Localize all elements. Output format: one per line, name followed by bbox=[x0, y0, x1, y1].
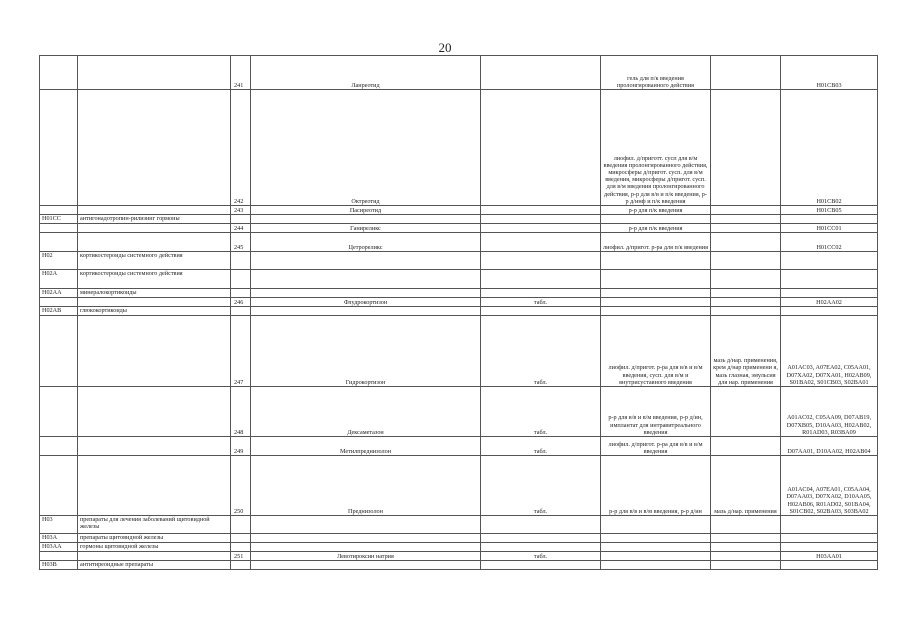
dosage-form-parenteral bbox=[601, 270, 711, 289]
table-row bbox=[40, 437, 878, 456]
row-number bbox=[231, 561, 251, 570]
table-row bbox=[40, 289, 878, 298]
atc-group-code: H03B bbox=[40, 561, 78, 570]
dosage-form-external bbox=[711, 206, 781, 215]
dosage-form-external bbox=[711, 516, 781, 534]
dosage-form-external bbox=[711, 561, 781, 570]
page-number: 20 bbox=[438, 40, 452, 55]
dosage-form-oral bbox=[481, 561, 601, 570]
dosage-form-parenteral: р-р для п/к введения bbox=[601, 224, 711, 233]
table-row bbox=[40, 90, 878, 206]
atc-group-code: H03A bbox=[40, 534, 78, 543]
atc-codes: H01CB02 bbox=[781, 90, 878, 206]
atc-group-name bbox=[78, 387, 231, 437]
atc-codes bbox=[781, 543, 878, 552]
atc-group-code: H02AA bbox=[40, 289, 78, 298]
drug-name bbox=[251, 307, 481, 316]
dosage-form-parenteral bbox=[601, 552, 711, 561]
atc-group-name: кортикостероиды системного действия bbox=[78, 270, 231, 289]
atc-group-code bbox=[40, 552, 78, 561]
row-number bbox=[231, 270, 251, 289]
table-row bbox=[40, 215, 878, 224]
drug-name: Левотироксин натрия bbox=[251, 552, 481, 561]
atc-group-code: H01CC bbox=[40, 215, 78, 224]
dosage-form-oral bbox=[481, 289, 601, 298]
table-row bbox=[40, 316, 878, 387]
table-row bbox=[40, 387, 878, 437]
dosage-form-parenteral bbox=[601, 215, 711, 224]
table-row bbox=[40, 307, 878, 316]
dosage-form-parenteral: лиофил. д/приготт. сусп для в/м введения пролонгированного действия, микросферы д/пригот. сусп. для в/м введения, микросферы д/пригот. сусп. для в/м введения пролонгированного действия, р-р для в/в и п/к введения, р-р д/инф и п/к введения bbox=[601, 90, 711, 206]
atc-group-code: H02 bbox=[40, 252, 78, 270]
atc-group-code: H03AA bbox=[40, 543, 78, 552]
drug-name bbox=[251, 534, 481, 543]
dosage-form-parenteral: лиофил. д/пригот. р-ра для п/к введения bbox=[601, 233, 711, 252]
atc-group-name bbox=[78, 456, 231, 516]
dosage-form-parenteral bbox=[601, 534, 711, 543]
dosage-form-external: мазь д/нар. применения, крем д/нар применени я, мазь глазная, эмульсия для нар. применения bbox=[711, 316, 781, 387]
atc-group-code bbox=[40, 437, 78, 456]
atc-group-code: H02A bbox=[40, 270, 78, 289]
table-row bbox=[40, 224, 878, 233]
drug-name bbox=[251, 252, 481, 270]
dosage-form-external bbox=[711, 289, 781, 298]
dosage-form-oral bbox=[481, 233, 601, 252]
dosage-form-external bbox=[711, 233, 781, 252]
dosage-form-parenteral bbox=[601, 298, 711, 307]
table-row bbox=[40, 456, 878, 516]
dosage-form-parenteral bbox=[601, 561, 711, 570]
dosage-form-parenteral: лиофил. д/пригот. р-ра для в/в и в/м введения bbox=[601, 437, 711, 456]
drug-name: Гидрокортизон bbox=[251, 316, 481, 387]
drug-name: Ганиреликс bbox=[251, 224, 481, 233]
dosage-form-parenteral: р-р для в/в и в/м введения, р-р д/ин bbox=[601, 456, 711, 516]
row-number: 250 bbox=[231, 456, 251, 516]
atc-group-code bbox=[40, 233, 78, 252]
table-row bbox=[40, 516, 878, 534]
atc-group-name bbox=[78, 552, 231, 561]
table-body bbox=[40, 56, 878, 570]
dosage-form-external bbox=[711, 387, 781, 437]
atc-group-code bbox=[40, 316, 78, 387]
atc-group-name: глюкокортикоиды bbox=[78, 307, 231, 316]
dosage-form-external bbox=[711, 224, 781, 233]
dosage-form-oral bbox=[481, 56, 601, 90]
atc-group-name bbox=[78, 56, 231, 90]
atc-group-name: антитиреоидные препараты bbox=[78, 561, 231, 570]
table-row bbox=[40, 56, 878, 90]
table-row bbox=[40, 534, 878, 543]
atc-codes: D07AA01, D10AA02, H02AB04 bbox=[781, 437, 878, 456]
atc-group-name bbox=[78, 233, 231, 252]
atc-codes bbox=[781, 270, 878, 289]
dosage-form-oral bbox=[481, 270, 601, 289]
drug-name: Флудрокортизон bbox=[251, 298, 481, 307]
dosage-form-oral: табл. bbox=[481, 552, 601, 561]
atc-codes: H01CC01 bbox=[781, 224, 878, 233]
dosage-form-external: мазь д/нар. применения bbox=[711, 456, 781, 516]
dosage-form-parenteral bbox=[601, 307, 711, 316]
atc-group-code bbox=[40, 224, 78, 233]
dosage-form-oral bbox=[481, 516, 601, 534]
dosage-form-external bbox=[711, 270, 781, 289]
dosage-form-parenteral bbox=[601, 252, 711, 270]
atc-group-name bbox=[78, 316, 231, 387]
atc-group-name bbox=[78, 437, 231, 456]
dosage-form-oral: табл. bbox=[481, 437, 601, 456]
atc-codes: A01AC02, C05AA09, D07AB19, D07XB05, D10AA03, H02AB02, R01AD03, R03BA09 bbox=[781, 387, 878, 437]
atc-codes bbox=[781, 561, 878, 570]
atc-group-code bbox=[40, 56, 78, 90]
atc-group-name bbox=[78, 90, 231, 206]
atc-group-name: минералокортикоиды bbox=[78, 289, 231, 298]
row-number: 241 bbox=[231, 56, 251, 90]
row-number bbox=[231, 534, 251, 543]
drug-name: Преднизолон bbox=[251, 456, 481, 516]
table-row bbox=[40, 543, 878, 552]
atc-codes: H03AA01 bbox=[781, 552, 878, 561]
dosage-form-external bbox=[711, 215, 781, 224]
dosage-form-oral: табл. bbox=[481, 316, 601, 387]
atc-codes: H01CC02 bbox=[781, 233, 878, 252]
row-number bbox=[231, 215, 251, 224]
atc-group-code bbox=[40, 387, 78, 437]
atc-group-name: кортикостероиды системного действия bbox=[78, 252, 231, 270]
dosage-form-parenteral: гель для п/к введения пролонгированного действия bbox=[601, 56, 711, 90]
row-number bbox=[231, 516, 251, 534]
dosage-form-external bbox=[711, 534, 781, 543]
row-number: 244 bbox=[231, 224, 251, 233]
drug-name: Пасиреотид bbox=[251, 206, 481, 215]
atc-group-code bbox=[40, 298, 78, 307]
drug-name: Цетрореликс bbox=[251, 233, 481, 252]
dosage-form-external bbox=[711, 56, 781, 90]
row-number: 242 bbox=[231, 90, 251, 206]
dosage-form-oral bbox=[481, 307, 601, 316]
drug-name bbox=[251, 289, 481, 298]
dosage-form-external bbox=[711, 298, 781, 307]
dosage-form-external bbox=[711, 252, 781, 270]
atc-group-code bbox=[40, 206, 78, 215]
dosage-form-parenteral bbox=[601, 289, 711, 298]
drug-register-table bbox=[39, 55, 878, 570]
atc-codes: H02AA02 bbox=[781, 298, 878, 307]
row-number: 249 bbox=[231, 437, 251, 456]
dosage-form-parenteral: р-р для п/к введения bbox=[601, 206, 711, 215]
atc-codes bbox=[781, 215, 878, 224]
drug-name bbox=[251, 543, 481, 552]
dosage-form-parenteral bbox=[601, 516, 711, 534]
row-number bbox=[231, 307, 251, 316]
atc-group-code: H02AB bbox=[40, 307, 78, 316]
drug-name: Дексаметазон bbox=[251, 387, 481, 437]
dosage-form-parenteral bbox=[601, 543, 711, 552]
dosage-form-external bbox=[711, 90, 781, 206]
atc-codes bbox=[781, 516, 878, 534]
dosage-form-external bbox=[711, 437, 781, 456]
atc-codes bbox=[781, 307, 878, 316]
table-row bbox=[40, 561, 878, 570]
atc-group-name bbox=[78, 298, 231, 307]
dosage-form-external bbox=[711, 552, 781, 561]
dosage-form-parenteral: р-р для в/в и в/м введения, р-р д/ин, имплантат для интравитреального введения bbox=[601, 387, 711, 437]
atc-group-name bbox=[78, 206, 231, 215]
atc-codes: A01AC04, A07EA01, C05AA04, D07AA03, D07XA02, D10AA05, H02AB06, R01AD02, S01BA04, S01CB02, S02BA03, S03BA02 bbox=[781, 456, 878, 516]
table-row bbox=[40, 552, 878, 561]
drug-name bbox=[251, 215, 481, 224]
row-number: 247 bbox=[231, 316, 251, 387]
atc-codes bbox=[781, 534, 878, 543]
atc-codes: H01CB05 bbox=[781, 206, 878, 215]
dosage-form-oral bbox=[481, 206, 601, 215]
atc-group-name: препараты щитовидной железы bbox=[78, 534, 231, 543]
atc-group-code bbox=[40, 456, 78, 516]
atc-codes: A01AC03, A07EA02, C05AA01, D07XA02, D07XA01, H02AB09, S01BA02, S01CB03, S02BA01 bbox=[781, 316, 878, 387]
table-row bbox=[40, 206, 878, 215]
atc-codes bbox=[781, 289, 878, 298]
table-row bbox=[40, 298, 878, 307]
dosage-form-oral bbox=[481, 543, 601, 552]
row-number: 251 bbox=[231, 552, 251, 561]
row-number bbox=[231, 543, 251, 552]
drug-name: Метилпреднизолон bbox=[251, 437, 481, 456]
dosage-form-oral bbox=[481, 224, 601, 233]
dosage-form-oral bbox=[481, 215, 601, 224]
dosage-form-oral bbox=[481, 90, 601, 206]
row-number: 245 bbox=[231, 233, 251, 252]
table-row bbox=[40, 252, 878, 270]
atc-group-code bbox=[40, 90, 78, 206]
atc-group-name bbox=[78, 224, 231, 233]
row-number bbox=[231, 252, 251, 270]
table-row bbox=[40, 270, 878, 289]
drug-name: Ланреотид bbox=[251, 56, 481, 90]
dosage-form-oral: табл. bbox=[481, 456, 601, 516]
atc-codes bbox=[781, 252, 878, 270]
drug-name: Октреотид bbox=[251, 90, 481, 206]
table-row bbox=[40, 233, 878, 252]
dosage-form-oral: табл. bbox=[481, 387, 601, 437]
dosage-form-parenteral: лиофил. д/пригот. р-ра для в/в и в/м введения, сусп. для в/м и внутрисуставного введения bbox=[601, 316, 711, 387]
dosage-form-oral: табл. bbox=[481, 298, 601, 307]
drug-name bbox=[251, 516, 481, 534]
dosage-form-oral bbox=[481, 252, 601, 270]
dosage-form-oral bbox=[481, 534, 601, 543]
atc-group-name: антигонадотропин-рилизинг гормоны bbox=[78, 215, 231, 224]
drug-name bbox=[251, 270, 481, 289]
atc-codes: H01CB03 bbox=[781, 56, 878, 90]
row-number: 248 bbox=[231, 387, 251, 437]
drug-name bbox=[251, 561, 481, 570]
atc-group-name: гормоны щитовидной железы bbox=[78, 543, 231, 552]
row-number: 246 bbox=[231, 298, 251, 307]
atc-group-name: препараты для лечения заболеваний щитовидной железы bbox=[78, 516, 231, 534]
dosage-form-external bbox=[711, 543, 781, 552]
row-number bbox=[231, 289, 251, 298]
dosage-form-external bbox=[711, 307, 781, 316]
atc-group-code: H03 bbox=[40, 516, 78, 534]
row-number: 243 bbox=[231, 206, 251, 215]
